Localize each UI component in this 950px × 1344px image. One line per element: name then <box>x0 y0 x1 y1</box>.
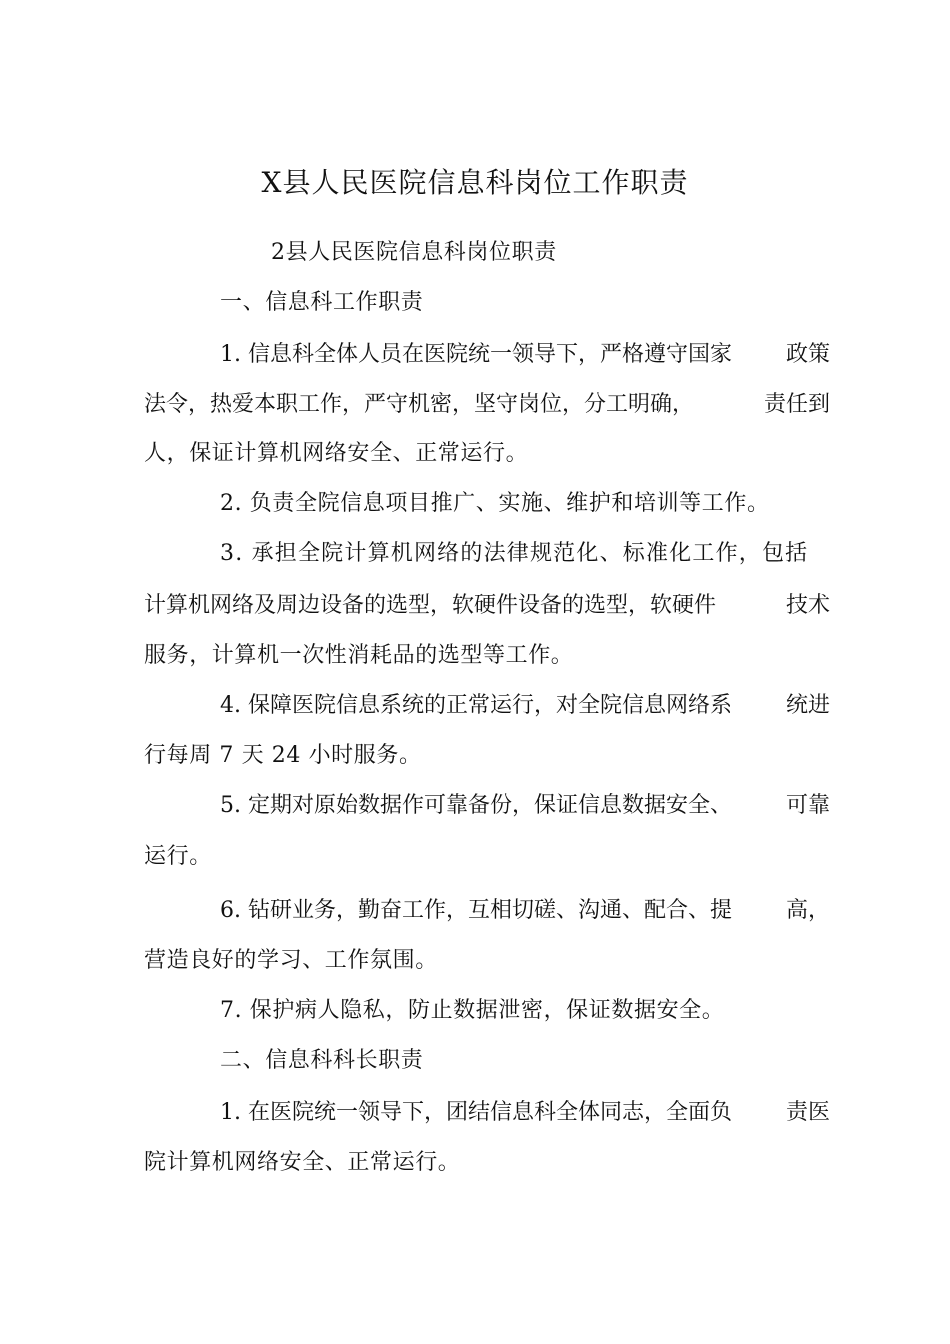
text-segment: 1. 信息科全体人员在医院统一领导下，严格遵守国家 <box>220 342 732 367</box>
text-segment: 高， <box>785 898 830 923</box>
text-segment: 4. 保障医院信息系统的正常运行，对全院信息网络系 <box>220 693 732 718</box>
section-heading-1: 一、信息科工作职责 <box>220 290 424 315</box>
paragraph-line <box>144 590 830 622</box>
paragraph-line: 人，保证计算机网络安全、正常运行。 <box>144 441 529 466</box>
document-subtitle: 2县人民医院信息科岗位职责 <box>271 240 557 265</box>
text-segment: 5. 定期对原始数据作可靠备份，保证信息数据安全、 <box>220 793 732 818</box>
text-segment: 责医 <box>785 1100 830 1125</box>
document-title: X县人民医院信息科岗位工作职责 <box>261 166 689 199</box>
paragraph-line: 7. 保护病人隐私，防止数据泄密，保证数据安全。 <box>220 998 725 1023</box>
paragraph-line <box>220 690 830 722</box>
paragraph-line <box>220 1097 830 1129</box>
paragraph-line: 3. 承担全院计算机网络的法律规范化、标准化工作，包括 <box>220 541 809 566</box>
text-segment: 6. 钻研业务，勤奋工作，互相切磋、沟通、配合、提 <box>220 898 732 923</box>
paragraph-line <box>220 339 830 371</box>
paragraph-line: 营造良好的学习、工作氛围。 <box>144 948 438 973</box>
text-segment: 计算机网络及周边设备的选型，软硬件设备的选型，软硬件 <box>144 593 717 618</box>
text-segment: 责任到 <box>763 392 830 417</box>
text-segment: 法令，热爱本职工作，严守机密，坚守岗位，分工明确， <box>144 392 695 417</box>
paragraph-line: 服务，计算机一次性消耗品的选型等工作。 <box>144 643 574 668</box>
paragraph-line <box>144 389 830 421</box>
paragraph-line: 2. 负责全院信息项目推广、实施、维护和培训等工作。 <box>220 491 770 516</box>
text-segment: 统进 <box>785 693 830 718</box>
paragraph-line: 行每周 7 天 24 小时服务。 <box>144 743 422 768</box>
section-heading-2: 二、信息科科长职责 <box>220 1048 424 1073</box>
paragraph-line <box>220 790 830 822</box>
paragraph-line: 运行。 <box>144 844 212 869</box>
text-segment: 技术 <box>785 593 830 618</box>
text-segment: 政策 <box>785 342 830 367</box>
paragraph-line: 院计算机网络安全、正常运行。 <box>144 1150 461 1175</box>
text-segment: 1. 在医院统一领导下，团结信息科全体同志，全面负 <box>220 1100 732 1125</box>
text-segment: 可靠 <box>785 793 830 818</box>
paragraph-line <box>220 895 830 927</box>
